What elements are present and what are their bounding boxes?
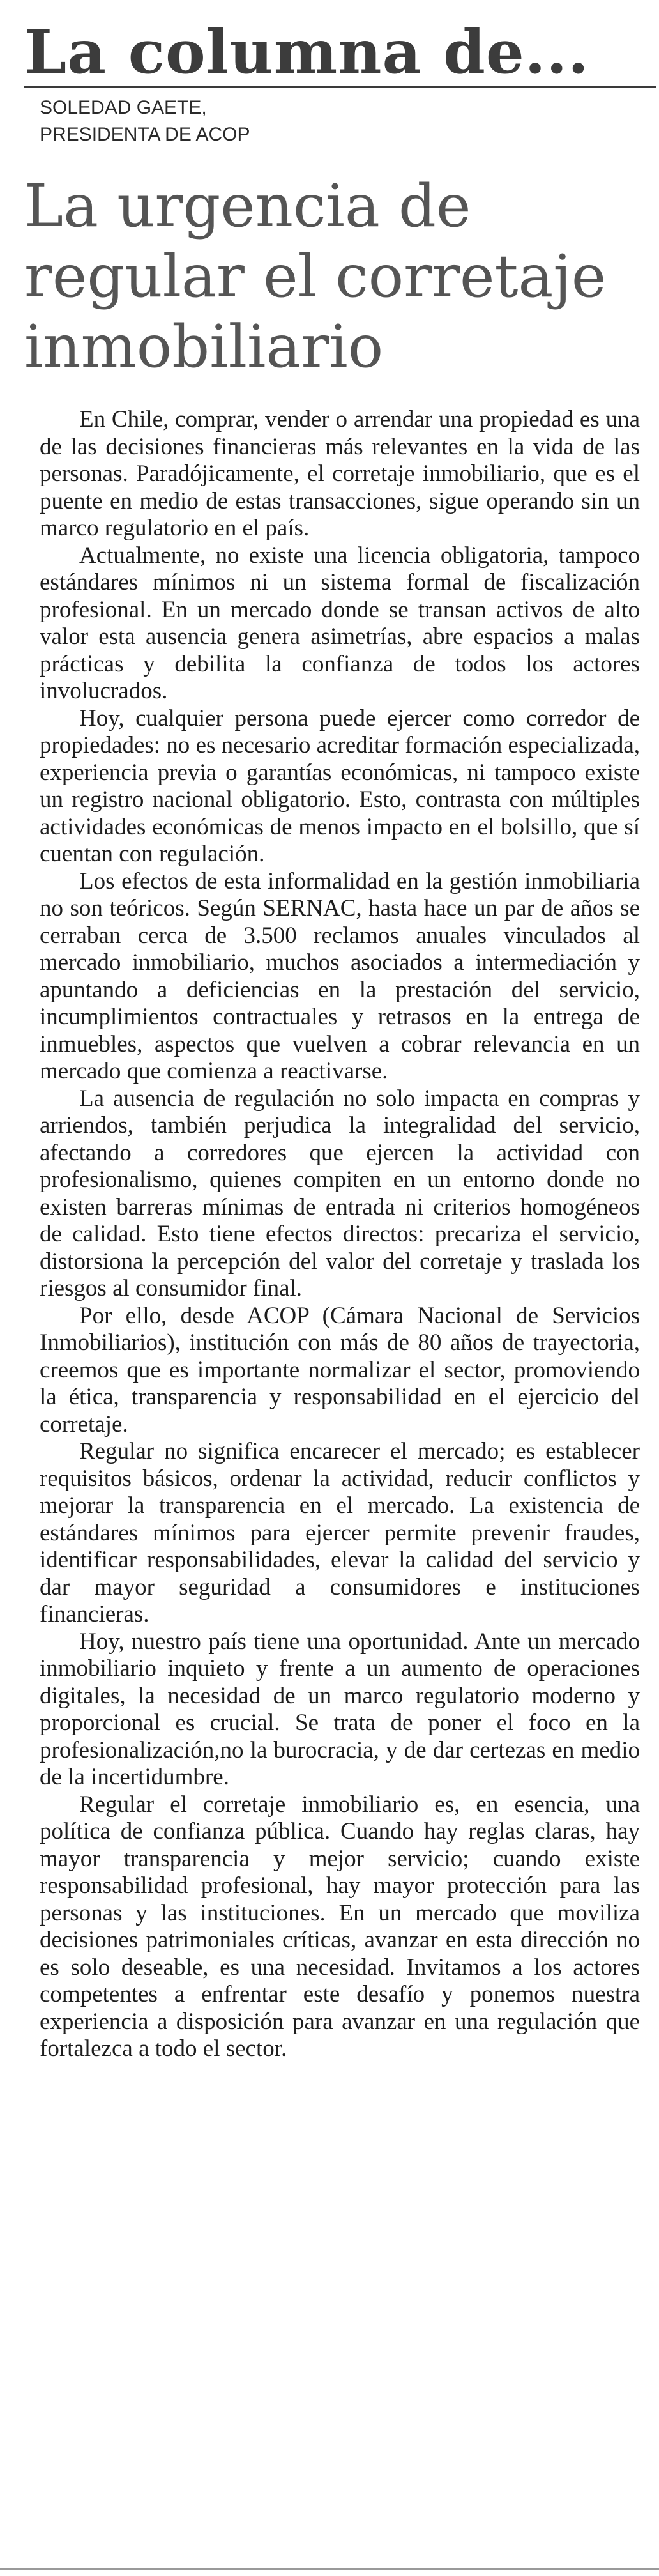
article-paragraph: Hoy, cualquier persona puede ejercer como corredor de propiedades: no es necesario acreditar formación especializada, experiencia previa o garantías económicas, ni tampoco existe un registro nacional obligatorio. Esto, contrasta con múltiples actividades económicas de menos impacto en el bolsillo, que sí cuentan con regulación. [40, 705, 640, 867]
section-title: La columna de... [24, 17, 589, 88]
byline [40, 95, 250, 148]
article-paragraph: Hoy, nuestro país tiene una oportunidad. Ante un mercado inmobiliario inquieto y frente a un aumento de operaciones digitales, la necesidad de un marco regulatorio moderno y proporcional es crucial. Se trata de poner el foco en la profesionalización,no la burocracia, y de dar certezas en medio de la incertidumbre. [40, 1628, 640, 1790]
article-paragraph: Actualmente, no existe una licencia obligatoria, tampoco estándares mínimos ni un sistema formal de fiscalización profesional. En un mercado donde se transan activos de alto valor esta ausencia genera asimetrías, abre espacios a malas prácticas y debilita la confianza de todos los actores involucrados. [40, 542, 640, 704]
article-headline [24, 171, 656, 382]
article-paragraph: Regular no significa encarecer el mercado; es establecer requisitos básicos, ordenar la actividad, reducir conflictos y mejorar la transparencia en el mercado. La existencia de estándares mínimos para ejercer permite prevenir fraudes, identificar responsabilidades, elevar la calidad del servicio y dar mayor seguridad a consumidores e instituciones financieras. [40, 1438, 640, 1627]
article-paragraph: Los efectos de esta informalidad en la gestión inmobiliaria no son teóricos. Según SERNAC, hasta hace un par de años se cerraban cerca de 3.500 reclamos anuales vinculados al mercado inmobiliario, muchos asociados a intermediación y apuntando a deficiencias en la prestación del servicio, incumplimientos contractuales y retrasos en la entrega de inmuebles, aspectos que vuelven a cobrar relevancia en un mercado que comienza a reactivarse. [40, 868, 640, 1084]
headline-line: regular el corretaje [24, 242, 607, 310]
author-role: PRESIDENTA DE ACOP [40, 124, 250, 145]
bottom-divider [0, 2568, 659, 2570]
section-header [24, 19, 656, 88]
article-paragraph: La ausencia de regulación no solo impacta en compras y arriendos, también perjudica la integralidad del servicio, afectando a corredores que ejercen la actividad con profesionalismo, quienes compiten en un entorno donde no existen barreras mínimas de entrada ni criterios homogéneos de calidad. Esto tiene efectos directos: precariza el servicio, distorsiona la percepción del valor del corretaje y traslada los riesgos al consumidor final. [40, 1085, 640, 1301]
headline-line: inmobiliario [24, 312, 384, 381]
article-paragraph: Por ello, desde ACOP (Cámara Nacional de Servicios Inmobiliarios), institución con más de 80 años de trayectoria, creemos que es importante normalizar el sector, promoviendo la ética, transparencia y responsabilidad en el ejercicio del corretaje. [40, 1302, 640, 1438]
author-name: SOLEDAD GAETE, [40, 97, 207, 118]
article-paragraph: Regular el corretaje inmobiliario es, en esencia, una política de confianza pública. Cuando hay reglas claras, hay mayor transparencia y mejor servicio; cuando existe responsabilidad profesional, hay mayor protección para las personas y las instituciones. En un mercado que moviliza decisiones patrimoniales críticas, avanzar en esta dirección no es solo deseable, es una necesidad. Invitamos a los actores competentes a enfrentar este desafío y ponemos nuestra experiencia a disposición para avanzar en una regulación que fortalezca a todo el sector. [40, 1791, 640, 2062]
headline-line: La urgencia de [24, 172, 471, 240]
article-body [40, 406, 640, 2063]
article-paragraph: En Chile, comprar, vender o arrendar una propiedad es una de las decisiones financieras más relevantes en la vida de las personas. Paradójicamente, el corretaje inmobiliario, que es el puente en medio de estas transacciones, sigue operando sin un marco regulatorio en el país. [40, 406, 640, 541]
